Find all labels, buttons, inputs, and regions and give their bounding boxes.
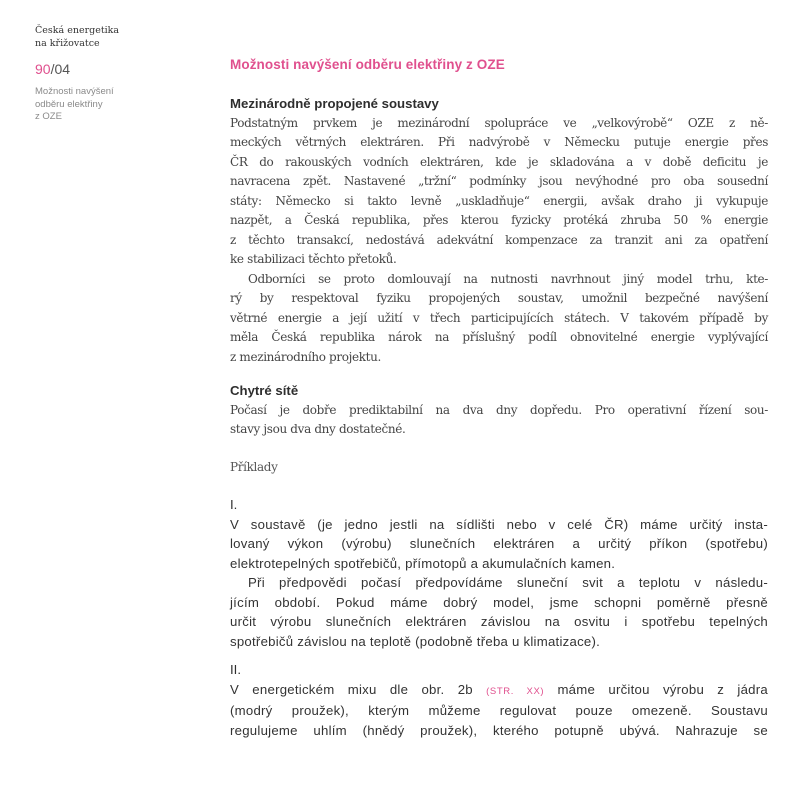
text-line: ČR do rakouských vodních elektráren, kde je skladována a v době deficitu je bbox=[230, 154, 768, 169]
text-line: nazpět, a Česká republika, přes kterou fyzicky protéká zhruba 50 % energie bbox=[230, 213, 768, 227]
chapter-number: 04 bbox=[54, 61, 71, 77]
text-line: elektrotepelných spotřebičů, přímotopů a akumulačních kamen. bbox=[230, 555, 616, 571]
section-heading-smart-grids: Chytré sítě bbox=[230, 383, 299, 398]
page-number bbox=[35, 61, 195, 77]
text-line: spotřebičů závislou na teplotě (podobně třeba u klimatizace). bbox=[230, 633, 601, 649]
chapter-title: Možnosti navýšení odběru elektřiny z OZE bbox=[230, 57, 505, 72]
text-line: větrné energie a její užití v třech participujících státech. V takovém případě by bbox=[230, 310, 768, 325]
chapter-subtitle bbox=[35, 86, 195, 124]
examples-label: Příklady bbox=[230, 459, 278, 474]
text-line: Podstatným prvkem je mezinárodní spolupráce ve „velkovýrobě“ OZE z ně- bbox=[230, 115, 768, 130]
paragraph bbox=[230, 573, 768, 651]
text-line: určit výrobu slunečních elektráren závislou na osvitu i spotřebu tepelných bbox=[230, 614, 768, 629]
page-number-value: 90 bbox=[35, 61, 51, 77]
text-line: měla Česká republika nárok na příslušný podíl obnovitelné energie vyplývající bbox=[230, 330, 768, 344]
main-content bbox=[230, 57, 768, 740]
example-numeral-2: II. bbox=[230, 662, 241, 677]
text-line: Počasí je dobře prediktabilní na dva dny dopředu. Pro operativní řízení sou- bbox=[230, 402, 768, 417]
text-fragment: V energetickém mixu dle obr. 2b bbox=[230, 681, 487, 697]
text-line: ke stabilizaci těchto přetoků. bbox=[230, 252, 397, 266]
page-reference-link[interactable]: (STR. XX) bbox=[486, 685, 545, 697]
paragraph bbox=[230, 114, 768, 270]
paragraph bbox=[230, 515, 768, 574]
chapter-subtitle-line: Možnosti navýšení bbox=[35, 86, 114, 97]
chapter-subtitle-line: odběru elektřiny bbox=[35, 98, 103, 110]
text-line: z těchto transakcí, nedostává adekvátní kompenzace za tranzit ani za opatření bbox=[230, 232, 768, 247]
book-title bbox=[35, 24, 195, 50]
text-line: státy: Německo si takto levně „uskladňuje“ energii, avšak draho ji vykupuje bbox=[230, 193, 768, 208]
text-line: Při předpovědi počasí předpovídáme sluneční svit a teplotu v následu- bbox=[248, 575, 768, 590]
text-line: V soustavě (je jedno jestli na sídlišti nebo v celé ČR) máme určitý insta- bbox=[230, 516, 768, 532]
text-line: lovaný výkon (výrobu) slunečních elektráren a určitý příkon (spotřebu) bbox=[230, 536, 768, 551]
text-line: regulujeme uhlím (hnědý proužek), kterého potupně ubývá. Nahrazuje se bbox=[230, 722, 768, 738]
text-line: navracena zpět. Nastavené „tržní“ podmínky jsou nevýhodné pro oba sousední bbox=[230, 174, 768, 188]
text-fragment: máme určitou výrobu z jádra bbox=[544, 681, 768, 697]
book-title-line: na křižovatce bbox=[35, 38, 100, 49]
text-line bbox=[230, 680, 768, 702]
text-line: rý by respektoval fyziku propojených soustav, umožnil bezpečné navýšení bbox=[230, 291, 768, 305]
chapter-subtitle-line: z OZE bbox=[35, 111, 62, 122]
paragraph bbox=[230, 270, 768, 368]
text-line: z mezinárodního projektu. bbox=[230, 349, 381, 364]
text-line: (modrý proužek), kterým můžeme regulovat pouze omezeně. Soustavu bbox=[230, 703, 768, 718]
section-heading-interconnected-systems: Mezinárodně propojené soustavy bbox=[230, 96, 439, 111]
text-line: meckých větrných elektráren. Při nadvýrobě v Německu putuje energie přes bbox=[230, 135, 768, 149]
paragraph bbox=[230, 680, 768, 741]
text-line: Odborníci se proto domlouvají na nutnosti navrhnout jiný model trhu, kte- bbox=[248, 271, 768, 286]
sidebar bbox=[35, 24, 195, 124]
text-line: jícím období. Pokud máme dobrý model, jsme schopni poměrně přesně bbox=[230, 594, 768, 610]
book-title-line: Česká energetika bbox=[35, 25, 120, 36]
example-numeral-1: I. bbox=[230, 497, 238, 512]
paragraph bbox=[230, 401, 768, 440]
text-line: stavy jsou dva dny dostatečné. bbox=[230, 422, 406, 436]
page-number-separator: / bbox=[50, 61, 55, 77]
